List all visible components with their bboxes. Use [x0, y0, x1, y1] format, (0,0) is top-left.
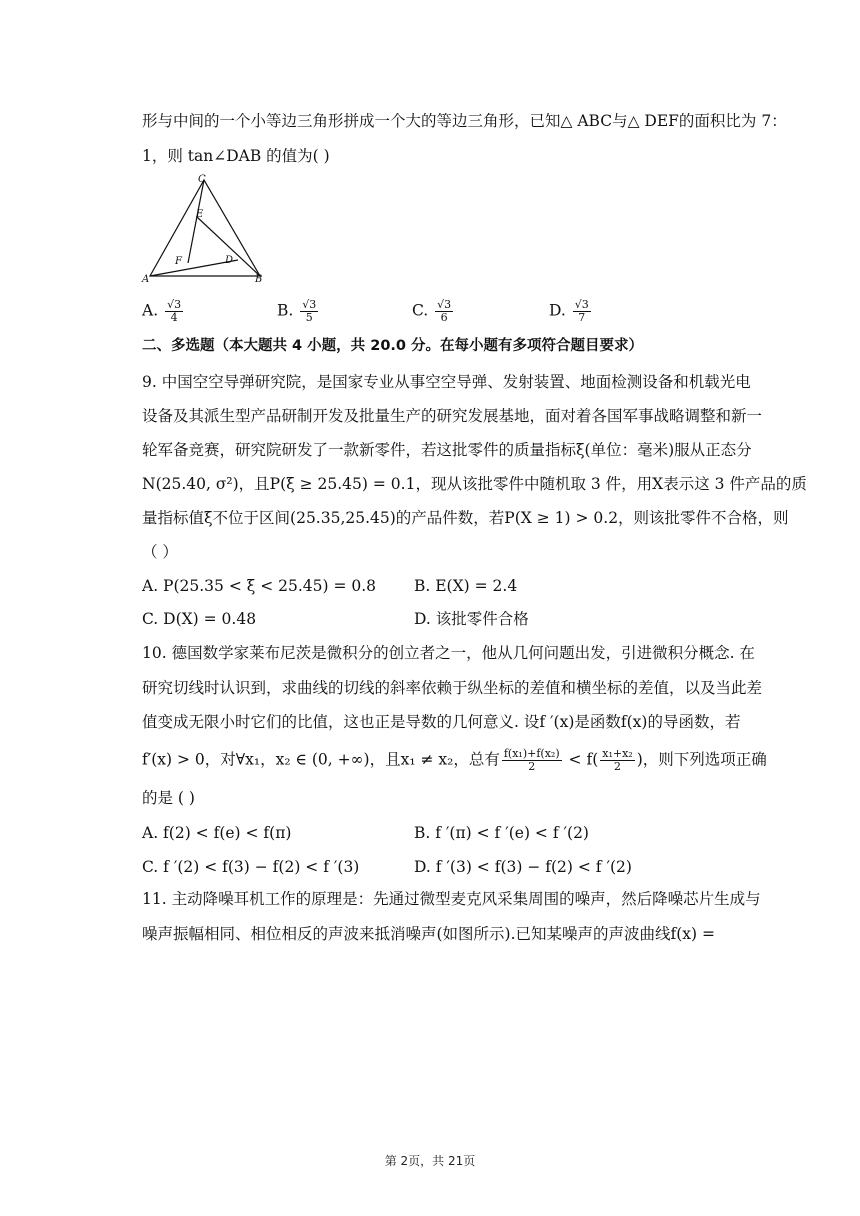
q8-option-c: C. $\frac{√3}{6}$: [412, 298, 452, 324]
page-footer: 第 2页，共 21页: [384, 1154, 476, 1168]
q11-line-1: 11. 主动降噪耳机工作的原理是：先通过微型麦克风采集周围的噪声，然后降噪芯片生成与: [142, 890, 761, 908]
q8-option-b: B. $\frac{√3}{5}$: [277, 298, 317, 324]
q10-line-3: 值变成无限小时它们的比值，这也正是导数的几何意义. 设f ′(x)是函数f(x)的导函数，若: [142, 713, 741, 731]
q10-option-d: D. f ′(3) < f(3) − f(2) < f ′(2): [414, 858, 632, 876]
triangle-figure: [140, 172, 270, 287]
q10-option-c: C. f ′(2) < f(3) − f(2) < f ′(3): [142, 858, 360, 876]
q8-text-line-1: 形与中间的一个小等边三角形拼成一个大的等边三角形，已知△ ABC与△ DEF的面积比为 7：: [142, 112, 787, 130]
q10-line-1: 10. 德国数学家莱布尼茨是微积分的创立者之一，他从几何问题出发，引进微积分概念. 在: [142, 644, 755, 662]
q9-option-b: B. E(X) = 2.4: [414, 577, 518, 595]
q9-line-5: 量指标值ξ不位于区间(25.35,25.45)的产品件数，若P(X ≥ 1) > 0.2，则该批零件不合格，则: [142, 509, 789, 527]
q10-line-2: 研究切线时认识到，求曲线的切线的斜率依赖于纵坐标的差值和横坐标的差值，以及当此差: [142, 679, 763, 697]
q8-option-d: D. $\frac{√3}{7}$: [549, 298, 589, 324]
label-f: F: [175, 256, 182, 267]
q11-line-2: 噪声振幅相同、相位相反的声波来抵消噪声(如图所示).已知某噪声的声波曲线f(x) =: [142, 925, 716, 943]
label-e: E: [196, 209, 204, 220]
q9-line-3: 轮军备竞赛，研究院研发了一款新零件，若这批零件的质量指标ξ(单位：毫米)服从正态分: [142, 441, 752, 459]
label-b: B: [255, 274, 263, 285]
label-a: A: [142, 274, 150, 285]
q9-line-2: 设备及其派生型产品研制开发及批量生产的研究发展基地，面对着各国军事战略调整和新一: [142, 407, 763, 425]
q8-option-a: A. $\frac{√3}{4}$: [142, 298, 182, 324]
q10-line-4: f′(x) > 0，对∀x₁，x₂ ∈ (0, +∞)，且x₁ ≠ x₂，总有 $\frac{\text{f(x₁)+f(x₂)}}{2}$ < f( $\frac{\text{x₁+x₂}}{2}$ )，则下列选项正确: [142, 747, 767, 773]
q9-line-6: （ ）: [142, 543, 178, 561]
q9-line-1: 9. 中国空空导弹研究院，是国家专业从事空空导弹、发射装置、地面检测设备和机载光电: [142, 373, 751, 391]
q10-option-b: B. f ′(π) < f ′(e) < f ′(2): [414, 824, 589, 842]
q9-line-4: N(25.40, σ²)，且P(ξ ≥ 25.45) = 0.1，现从该批零件中随机取 3 件，用X表示这 3 件产品的质: [142, 475, 807, 493]
q10-line-5: 的是 ( ): [142, 789, 195, 807]
label-d: D: [225, 255, 234, 266]
section-title: 二、多选题（本大题共 4 小题，共 20.0 分。在每小题有多项符合题目要求）: [142, 338, 644, 354]
label-c: C: [198, 174, 206, 185]
q10-option-a: A. f(2) < f(e) < f(π): [142, 824, 292, 842]
q9-option-d: D. 该批零件合格: [414, 610, 529, 628]
q9-option-a: A. P(25.35 < ξ < 25.45) = 0.8: [142, 577, 377, 595]
q9-option-c: C. D(X) = 0.48: [142, 610, 257, 628]
q8-text-line-2: 1，则 tan∠DAB 的值为( ): [142, 147, 330, 165]
